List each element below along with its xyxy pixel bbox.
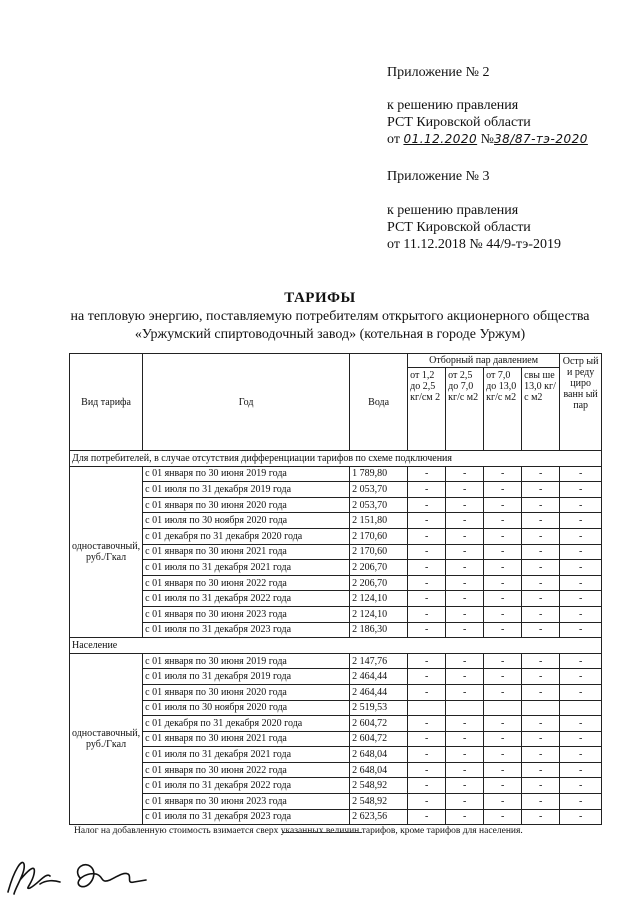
steam-tariff-cell: - xyxy=(484,466,522,482)
section-label-population-row xyxy=(70,638,602,654)
steam-tariff-cell: - xyxy=(446,513,484,529)
steam-tariff-cell: - xyxy=(408,684,446,700)
table-row xyxy=(70,809,602,825)
water-tariff-cell: 2 206,70 xyxy=(350,575,408,591)
steam-tariff-cell: - xyxy=(484,778,522,794)
steam-tariff-cell: - xyxy=(408,466,446,482)
water-tariff-cell: 2 170,60 xyxy=(350,528,408,544)
steam-tariff-cell: - xyxy=(560,716,602,732)
steam-tariff-cell: - xyxy=(560,669,602,685)
steam-tariff-cell: - xyxy=(408,653,446,669)
vat-note: Налог на добавленную стоимость взимается сверх указанных величин тарифов, кроме тарифов для населения. xyxy=(74,826,523,836)
signature-image xyxy=(0,850,200,905)
steam-tariff-cell: - xyxy=(446,622,484,638)
steam-tariff-cell: - xyxy=(560,591,602,607)
steam-tariff-cell: - xyxy=(446,778,484,794)
steam-tariff-cell: - xyxy=(408,497,446,513)
water-tariff-cell: 2 648,04 xyxy=(350,762,408,778)
appendix-2-from: от xyxy=(387,132,400,147)
steam-tariff-cell xyxy=(408,700,446,716)
steam-tariff-cell: - xyxy=(560,513,602,529)
period-cell: с 01 января по 30 июня 2023 года xyxy=(143,606,350,622)
steam-tariff-cell: - xyxy=(446,482,484,498)
steam-tariff-cell: - xyxy=(408,731,446,747)
period-cell: с 01 июля по 30 ноября 2020 года xyxy=(143,700,350,716)
col-header-p2: от 2,5 до 7,0 кг/с м2 xyxy=(446,368,484,451)
steam-tariff-cell xyxy=(446,700,484,716)
col-header-year: Год xyxy=(143,354,350,451)
document-title: ТАРИФЫ xyxy=(284,290,356,306)
steam-tariff-cell: - xyxy=(408,606,446,622)
steam-tariff-cell: - xyxy=(522,794,560,810)
steam-tariff-cell: - xyxy=(560,528,602,544)
table-row xyxy=(70,591,602,607)
steam-tariff-cell: - xyxy=(408,622,446,638)
appendix-2-title: Приложение № 2 xyxy=(387,65,490,80)
col-header-p3: от 7,0 до 13,0 кг/с м2 xyxy=(484,368,522,451)
period-cell: с 01 января по 30 июня 2019 года xyxy=(143,653,350,669)
period-cell: с 01 июля по 31 декабря 2021 года xyxy=(143,747,350,763)
water-tariff-cell: 2 147,76 xyxy=(350,653,408,669)
steam-tariff-cell: - xyxy=(522,482,560,498)
steam-tariff-cell: - xyxy=(484,528,522,544)
water-tariff-cell: 2 548,92 xyxy=(350,794,408,810)
steam-tariff-cell: - xyxy=(446,731,484,747)
steam-tariff-cell: - xyxy=(446,762,484,778)
steam-tariff-cell: - xyxy=(560,560,602,576)
steam-tariff-cell: - xyxy=(484,716,522,732)
steam-tariff-cell: - xyxy=(522,513,560,529)
steam-tariff-cell: - xyxy=(522,731,560,747)
steam-tariff-cell: - xyxy=(484,513,522,529)
steam-tariff-cell: - xyxy=(560,622,602,638)
water-tariff-cell: 2 053,70 xyxy=(350,482,408,498)
steam-tariff-cell: - xyxy=(522,497,560,513)
steam-tariff-cell: - xyxy=(522,622,560,638)
steam-tariff-cell xyxy=(522,700,560,716)
table-row xyxy=(70,669,602,685)
steam-tariff-cell: - xyxy=(560,606,602,622)
steam-tariff-cell: - xyxy=(560,731,602,747)
table-row xyxy=(70,528,602,544)
steam-tariff-cell: - xyxy=(446,528,484,544)
table-row xyxy=(70,575,602,591)
steam-tariff-cell: - xyxy=(522,466,560,482)
steam-tariff-cell: - xyxy=(522,669,560,685)
col-header-p4: свы ше 13,0 кг/с м2 xyxy=(522,368,560,451)
period-cell: с 01 января по 30 июня 2021 года xyxy=(143,544,350,560)
steam-tariff-cell: - xyxy=(408,809,446,825)
steam-tariff-cell: - xyxy=(408,544,446,560)
steam-tariff-cell: - xyxy=(560,482,602,498)
water-tariff-cell: 2 124,10 xyxy=(350,591,408,607)
period-cell: с 01 июля по 31 декабря 2021 года xyxy=(143,560,350,576)
steam-tariff-cell: - xyxy=(408,762,446,778)
appendix-2-number: 38/87-тэ-2020 xyxy=(494,132,588,146)
period-cell: с 01 января по 30 июня 2021 года xyxy=(143,731,350,747)
steam-tariff-cell: - xyxy=(560,544,602,560)
water-tariff-cell: 2 186,30 xyxy=(350,622,408,638)
water-tariff-cell: 2 604,72 xyxy=(350,716,408,732)
steam-tariff-cell: - xyxy=(446,794,484,810)
steam-tariff-cell: - xyxy=(522,809,560,825)
water-tariff-cell: 2 519,53 xyxy=(350,700,408,716)
steam-tariff-cell: - xyxy=(484,591,522,607)
document-subtitle: на тепловую энергию, поставляемую потребителям открытого акционерного общества «Уржумский спиртоводочный завод» (котельная в городе Уржум) xyxy=(70,309,590,342)
period-cell: с 01 июля по 31 декабря 2023 года xyxy=(143,809,350,825)
water-tariff-cell: 2 151,80 xyxy=(350,513,408,529)
steam-tariff-cell: - xyxy=(522,653,560,669)
steam-tariff-cell: - xyxy=(522,716,560,732)
col-header-type: Вид тарифа xyxy=(70,354,143,451)
steam-tariff-cell: - xyxy=(446,560,484,576)
period-cell: с 01 июля по 30 ноября 2020 года xyxy=(143,513,350,529)
period-cell: с 01 декабря по 31 декабря 2020 года xyxy=(143,528,350,544)
period-cell: с 01 января по 30 июня 2019 года xyxy=(143,466,350,482)
steam-tariff-cell: - xyxy=(522,591,560,607)
steam-tariff-cell: - xyxy=(446,747,484,763)
col-header-p1: от 1,2 до 2,5 кг/см 2 xyxy=(408,368,446,451)
steam-tariff-cell: - xyxy=(484,809,522,825)
steam-tariff-cell: - xyxy=(484,575,522,591)
section-label-consumers-row xyxy=(70,451,602,467)
period-cell: с 01 января по 30 июня 2020 года xyxy=(143,684,350,700)
steam-tariff-cell: - xyxy=(484,669,522,685)
water-tariff-cell: 2 623,56 xyxy=(350,809,408,825)
table-row xyxy=(70,653,602,669)
appendix-2-line2: РСТ Кировской области xyxy=(387,115,531,130)
period-cell: с 01 июля по 31 декабря 2022 года xyxy=(143,778,350,794)
steam-tariff-cell: - xyxy=(560,653,602,669)
steam-tariff-cell: - xyxy=(446,591,484,607)
steam-tariff-cell: - xyxy=(560,747,602,763)
table-row xyxy=(70,606,602,622)
steam-tariff-cell: - xyxy=(560,575,602,591)
water-tariff-cell: 1 789,80 xyxy=(350,466,408,482)
table-row xyxy=(70,544,602,560)
steam-tariff-cell: - xyxy=(522,778,560,794)
steam-tariff-cell: - xyxy=(522,606,560,622)
steam-tariff-cell: - xyxy=(560,794,602,810)
table-row xyxy=(70,778,602,794)
col-header-live-steam: Остр ый и реду циро ванн ый пар xyxy=(560,354,602,451)
steam-tariff-cell xyxy=(484,700,522,716)
steam-tariff-cell: - xyxy=(446,544,484,560)
section-label-consumers: Для потребителей, в случае отсутствия дифференциации тарифов по схеме подключения xyxy=(70,451,602,467)
water-tariff-cell: 2 170,60 xyxy=(350,544,408,560)
steam-tariff-cell: - xyxy=(408,669,446,685)
water-tariff-cell: 2 053,70 xyxy=(350,497,408,513)
period-cell: с 01 июля по 31 декабря 2022 года xyxy=(143,591,350,607)
steam-tariff-cell: - xyxy=(522,560,560,576)
period-cell: с 01 декабря по 31 декабря 2020 года xyxy=(143,716,350,732)
steam-tariff-cell: - xyxy=(522,575,560,591)
steam-tariff-cell: - xyxy=(560,466,602,482)
steam-tariff-cell: - xyxy=(522,684,560,700)
steam-tariff-cell: - xyxy=(408,528,446,544)
table-row xyxy=(70,700,602,716)
appendix-3-title: Приложение № 3 xyxy=(387,169,490,184)
table-row xyxy=(70,684,602,700)
steam-tariff-cell: - xyxy=(484,497,522,513)
steam-tariff-cell: - xyxy=(446,606,484,622)
water-tariff-cell: 2 604,72 xyxy=(350,731,408,747)
period-cell: с 01 января по 30 июня 2020 года xyxy=(143,497,350,513)
water-tariff-cell: 2 124,10 xyxy=(350,606,408,622)
steam-tariff-cell: - xyxy=(484,606,522,622)
section-label-population: Население xyxy=(70,638,602,654)
steam-tariff-cell: - xyxy=(560,809,602,825)
steam-tariff-cell: - xyxy=(484,544,522,560)
steam-tariff-cell: - xyxy=(484,560,522,576)
table-row xyxy=(70,747,602,763)
steam-tariff-cell: - xyxy=(446,716,484,732)
tariff-type-cell: одноставочный, руб./Гкал xyxy=(70,653,143,825)
period-cell: с 01 января по 30 июня 2022 года xyxy=(143,762,350,778)
steam-tariff-cell: - xyxy=(446,575,484,591)
steam-tariff-cell: - xyxy=(484,684,522,700)
tariff-type-cell: одноставочный, руб./Гкал xyxy=(70,466,143,638)
period-cell: с 01 января по 30 июня 2022 года xyxy=(143,575,350,591)
water-tariff-cell: 2 464,44 xyxy=(350,684,408,700)
table-row xyxy=(70,762,602,778)
appendix-3-line2: РСТ Кировской области xyxy=(387,220,531,235)
steam-tariff-cell: - xyxy=(522,528,560,544)
steam-tariff-cell: - xyxy=(484,747,522,763)
tariff-table xyxy=(69,353,602,825)
period-cell: с 01 июля по 31 декабря 2023 года xyxy=(143,622,350,638)
steam-tariff-cell: - xyxy=(560,778,602,794)
water-tariff-cell: 2 464,44 xyxy=(350,669,408,685)
steam-tariff-cell: - xyxy=(446,497,484,513)
appendix-2-line1: к решению правления xyxy=(387,98,519,113)
water-tariff-cell: 2 206,70 xyxy=(350,560,408,576)
steam-tariff-cell: - xyxy=(522,762,560,778)
appendix-2-decision xyxy=(387,131,588,148)
steam-tariff-cell: - xyxy=(484,482,522,498)
steam-tariff-cell: - xyxy=(484,762,522,778)
steam-tariff-cell: - xyxy=(408,482,446,498)
water-tariff-cell: 2 648,04 xyxy=(350,747,408,763)
steam-tariff-cell: - xyxy=(446,653,484,669)
steam-tariff-cell: - xyxy=(522,747,560,763)
table-row xyxy=(70,731,602,747)
table-row xyxy=(70,622,602,638)
steam-tariff-cell: - xyxy=(484,653,522,669)
steam-tariff-cell: - xyxy=(408,716,446,732)
steam-tariff-cell: - xyxy=(408,575,446,591)
steam-tariff-cell: - xyxy=(446,466,484,482)
header-row-1 xyxy=(70,354,602,368)
table-row xyxy=(70,466,602,482)
steam-tariff-cell: - xyxy=(560,497,602,513)
steam-tariff-cell: - xyxy=(446,684,484,700)
steam-tariff-cell: - xyxy=(446,809,484,825)
appendix-3-line1: к решению правления xyxy=(387,203,519,218)
appendix-3-line3: от 11.12.2018 № 44/9-тэ-2019 xyxy=(387,237,561,252)
separator-line xyxy=(282,832,362,833)
steam-tariff-cell: - xyxy=(484,731,522,747)
period-cell: с 01 июля по 31 декабря 2019 года xyxy=(143,482,350,498)
table-row xyxy=(70,716,602,732)
steam-tariff-cell: - xyxy=(408,794,446,810)
steam-tariff-cell: - xyxy=(560,684,602,700)
steam-tariff-cell: - xyxy=(408,591,446,607)
appendix-2-date: 01.12.2020 xyxy=(403,132,478,146)
table-row xyxy=(70,794,602,810)
steam-tariff-cell xyxy=(560,700,602,716)
col-header-steam-group: Отборный пар давлением xyxy=(408,354,560,368)
table-row xyxy=(70,513,602,529)
steam-tariff-cell: - xyxy=(560,762,602,778)
table-row xyxy=(70,560,602,576)
appendix-2-no: № xyxy=(480,132,495,147)
steam-tariff-cell: - xyxy=(484,794,522,810)
steam-tariff-cell: - xyxy=(522,544,560,560)
col-header-water: Вода xyxy=(350,354,408,451)
steam-tariff-cell: - xyxy=(408,778,446,794)
water-tariff-cell: 2 548,92 xyxy=(350,778,408,794)
period-cell: с 01 июля по 31 декабря 2019 года xyxy=(143,669,350,685)
steam-tariff-cell: - xyxy=(484,622,522,638)
table-row xyxy=(70,497,602,513)
steam-tariff-cell: - xyxy=(408,560,446,576)
steam-tariff-cell: - xyxy=(446,669,484,685)
table-row xyxy=(70,482,602,498)
period-cell: с 01 января по 30 июня 2023 года xyxy=(143,794,350,810)
steam-tariff-cell: - xyxy=(408,747,446,763)
steam-tariff-cell: - xyxy=(408,513,446,529)
